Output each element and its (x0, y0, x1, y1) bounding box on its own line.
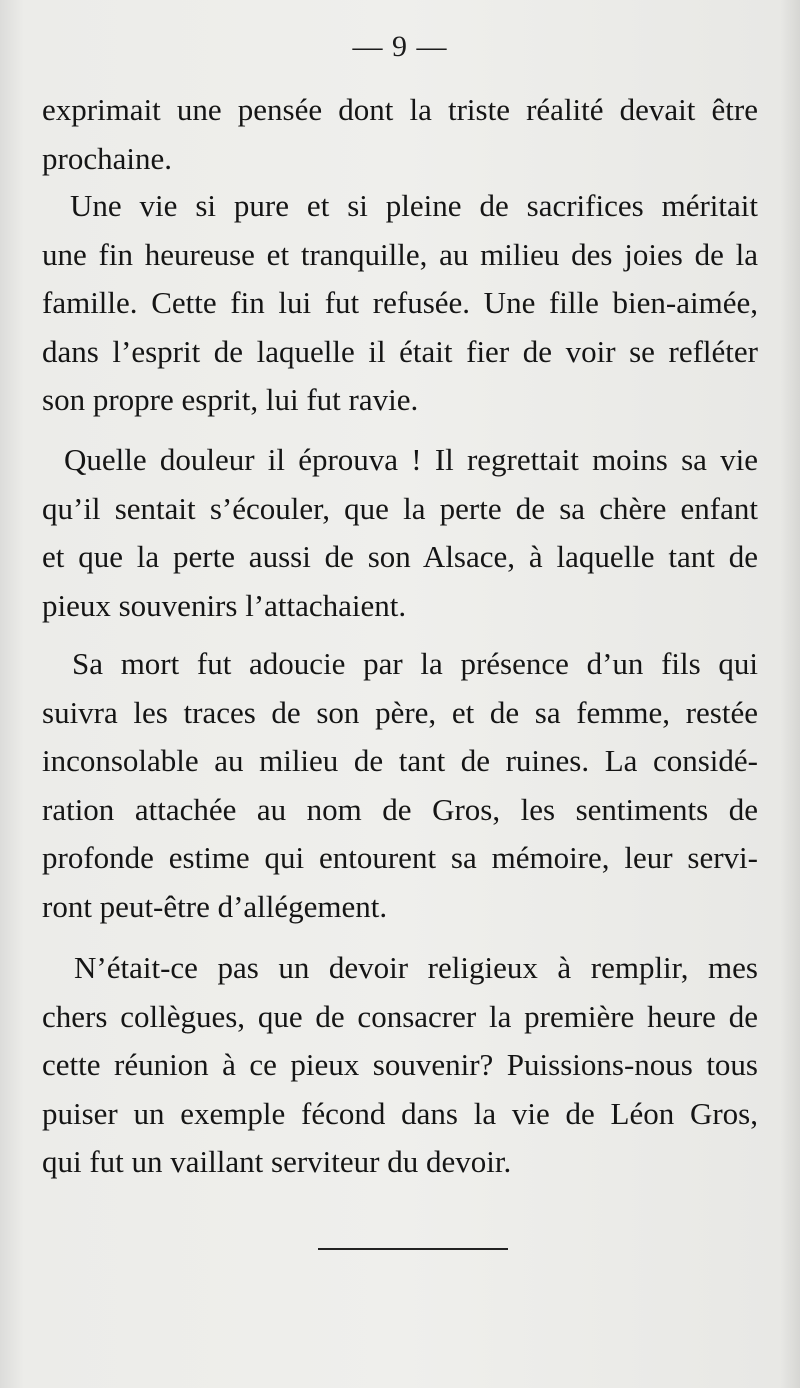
text-line: profonde estime qui entourent sa mémoire, leur servi- (42, 840, 758, 876)
text-line: une fin heureuse et tranquille, au milieu des joies de la (42, 236, 758, 272)
text-line: N’était-ce pas un devoir religieux à remplir, mes (74, 950, 758, 985)
text-line: ration attachée au nom de Gros, les sentiments de (42, 791, 758, 827)
text-line: puiser un exemple fécond dans la vie de Léon Gros, (42, 1095, 758, 1131)
paragraph-5-cont (42, 993, 758, 1187)
paragraph-2-cont (42, 231, 758, 425)
text-line: Une vie si pure et si pleine de sacrifices méritait (70, 188, 758, 223)
text-line: Sa mort fut adoucie par la présence d’un fils qui (72, 646, 758, 681)
text-line: suivra les traces de son père, et de sa femme, restée (42, 694, 758, 730)
text-line: son propre esprit, lui fut ravie. (42, 382, 419, 418)
text-line: et que la perte aussi de son Alsace, à laquelle tant de (42, 539, 758, 575)
paragraph-4 (72, 640, 758, 689)
text-line: qui fut un vaillant serviteur du devoir. (42, 1144, 512, 1180)
text-line: Quelle douleur il éprouva ! Il regrettait moins sa vie (64, 442, 758, 477)
text-line: ront peut-être d’allégement. (42, 888, 388, 924)
paragraph-4-cont (42, 689, 758, 932)
paragraph-2 (70, 182, 758, 231)
text-line: qu’il sentait s’écouler, que la perte de sa chère enfant (42, 490, 758, 526)
text-line: prochaine. (42, 140, 172, 176)
paragraph-5 (74, 944, 758, 993)
text-line: famille. Cette fin lui fut refusée. Une fille bien-aimée, (42, 285, 758, 321)
paragraph-3-cont (42, 485, 758, 631)
page-number: — 9 — (352, 30, 448, 63)
closing-rule (318, 1248, 508, 1250)
text-line: inconsolable au milieu de tant de ruines. La considé- (42, 743, 758, 779)
text-line: cette réunion à ce pieux souvenir? Puissions-nous tous (42, 1047, 758, 1083)
text-line: dans l’esprit de laquelle il était fier de voir se refléter (42, 333, 758, 369)
text-line: pieux souvenirs l’attachaient. (42, 587, 407, 623)
text-line: exprimait une pensée dont la triste réalité devait être (42, 92, 758, 127)
paragraph-3 (64, 436, 758, 485)
text-line: chers collègues, que de consacrer la première heure de (42, 998, 758, 1034)
paragraph-1 (42, 86, 758, 183)
